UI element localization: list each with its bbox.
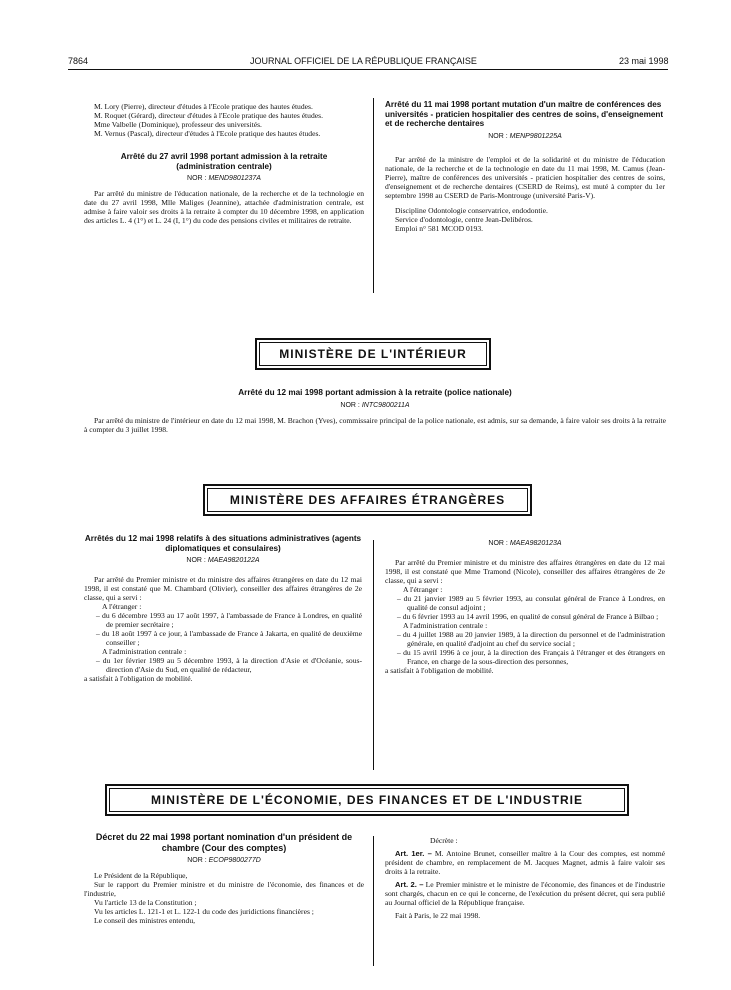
ministry-banner: MINISTÈRE DES AFFAIRES ÉTRANGÈRES: [203, 484, 532, 516]
decrete-line: Décrète :: [430, 836, 458, 845]
nor-reference: NOR : MAEA9820122A: [186, 557, 260, 564]
list-item: – du 4 juillet 1988 au 20 janvier 1989, à la direction du personnel et de l'administration générale, en qualité d'adjoint au chef du service social ;: [397, 630, 665, 648]
journal-title: JOURNAL OFFICIEL DE LA RÉPUBLIQUE FRANÇAISE: [250, 56, 477, 66]
name-entry: Mme Valbelle (Dominique), professeur des universités.: [94, 120, 262, 129]
detail-line: Service d'odontologie, centre Jean-Delibéros.: [395, 214, 533, 224]
subheading: A l'étranger :: [403, 585, 443, 594]
economie-right-column: [385, 836, 665, 920]
affaires-right-column: [385, 536, 665, 675]
column-divider: [373, 98, 374, 293]
interieur-section: [84, 388, 666, 434]
nor-reference: NOR : INTC9800211A: [340, 401, 410, 409]
arrete-body: Par arrêté de la ministre de l'emploi et de la solidarité et du ministre de l'éducation nationale, de la recherche et de la technologie en date du 11 mai 1998, M. Camus (Jean-Pierre), maître de conférences des universités - praticien hospitalier des centres de soins, d'enseignement et de recherche dentaires (CSERD de Reims), est muté à compter du 1er septembre 1998 au CSERD de Paris-Montrouge (université Paris-V).: [385, 154, 665, 200]
economie-left-column: [84, 832, 364, 925]
article-2: Art. 2. – Le Premier ministre et le ministre de l'économie, des finances et de l'industrie sont chargés, chacun en ce qui le concerne, de l'exécution du présent décret, qui sera publié au Journal officiel de la République française.: [385, 880, 665, 907]
name-entry: M. Roquet (Gérard), directeur d'études à l'Ecole pratique des hautes études.: [94, 111, 323, 120]
visa-line: Vu les articles L. 121-1 et L. 122-1 du code des juridictions financières ;: [94, 907, 314, 916]
signature-line: Fait à Paris, le 22 mai 1998.: [395, 911, 481, 920]
arrete-body: Par arrêté du Premier ministre et du ministre des affaires étrangères en date du 12 mai 1998, il est constaté que M. Chambard (Olivier), conseiller des affaires étrangères de 2e classe, qui a servi :: [84, 575, 362, 602]
subheading: A l'étranger :: [102, 602, 142, 611]
subheading: A l'administration centrale :: [403, 621, 488, 630]
list-item: – du 18 août 1997 à ce jour, à l'ambassade de France à Jakarta, en qualité de deuxième conseiller ;: [96, 629, 362, 647]
list-item: – du 21 janvier 1989 au 5 février 1993, au consulat général de France à Londres, en qualité de consul adjoint ;: [397, 594, 665, 612]
arrete-body: Par arrêté du Premier ministre et du ministre des affaires étrangères en date du 12 mai 1998, il est constaté que Mme Tramond (Nicole), conseiller des affaires étrangères de 2e classe, qui a servi :: [385, 558, 665, 585]
visa-line: Sur le rapport du Premier ministre et du ministre de l'économie, des finances et de l'industrie,: [84, 880, 364, 898]
subheading: A l'administration centrale :: [102, 647, 187, 656]
ministry-banner: MINISTÈRE DE L'INTÉRIEUR: [255, 338, 491, 370]
list-item: – du 6 décembre 1993 au 17 août 1997, à l'ambassade de France à Londres, en qualité de premier secrétaire ;: [96, 611, 362, 629]
name-entry: M. Vernus (Pascal), directeur d'études à l'Ecole pratique des hautes études.: [94, 129, 321, 138]
page-number: 7864: [68, 56, 89, 66]
name-entry: M. Lory (Pierre), directeur d'études à l'Ecole pratique des hautes études.: [94, 102, 313, 111]
arrete-body: Par arrêté du ministre de l'intérieur en date du 12 mai 1998, M. Brachon (Yves), commissaire principal de la police nationale, est admis, sur sa demande, à faire valoir ses droits à la retraite à compter du 3 juillet 1998.: [84, 415, 666, 434]
nor-reference: NOR : MAEA9820123A: [488, 540, 562, 547]
visa-line: Vu l'article 13 de la Constitution ;: [94, 898, 197, 907]
arrete-title: Arrêté du 27 avril 1998 portant admission à la retraite (administration centrale): [120, 152, 328, 171]
arrete-title: Arrêté du 12 mai 1998 portant admission à la retraite (police nationale): [238, 388, 512, 397]
list-item: – du 1er février 1989 au 5 décembre 1993, à la direction d'Asie et d'Océanie, sous-direction d'Asie du Sud, en qualité de rédacteur,: [96, 656, 362, 674]
closing-line: a satisfait à l'obligation de mobilité.: [385, 666, 494, 675]
nor-reference: NOR : MENP9801225A: [488, 132, 562, 140]
column-divider: [373, 836, 374, 966]
arrete-body: Par arrêté du ministre de l'éducation nationale, de la recherche et de la technologie en date du 27 avril 1998, Mlle Maliges (Jeannine), attachée d'administration centrale, est admise à faire valoir ses droits à la retraite à compter du 10 décembre 1998, en application des articles L. 4 (1°) et L. 24 (I, 1°) du code des pensions civiles et militaires de retraite.: [84, 189, 364, 225]
arrete-title: Arrêtés du 12 mai 1998 relatifs à des situations administratives (agents diplomatiques et consulaires): [84, 534, 362, 553]
arrete-title: Arrêté du 11 mai 1998 portant mutation d'un maître de conférences des universités - praticien hospitalier des centres de soins, d'enseignement et de recherche dentaires: [385, 100, 664, 128]
visa-line: Le Président de la République,: [94, 871, 188, 880]
list-item: – du 6 février 1993 au 14 avril 1996, en qualité de consul général de France à Bilbao ;: [397, 612, 659, 621]
issue-date: 23 mai 1998: [619, 56, 669, 66]
nor-reference: NOR : MEND9801237A: [187, 175, 261, 182]
list-item: – du 15 avril 1996 à ce jour, à la direction des Français à l'étranger et des étrangers en France, en charge de la sous-direction des personnes,: [397, 648, 665, 666]
visa-line: Le conseil des ministres entendu,: [94, 916, 196, 925]
top-right-column: [385, 100, 665, 233]
nor-reference: NOR : ECOP9800277D: [187, 857, 261, 864]
detail-line: Emploi n° 581 MCOD 0193.: [395, 223, 484, 233]
detail-line: Discipline Odontologie conservatrice, endodontie.: [395, 205, 548, 215]
affaires-left-column: [84, 534, 362, 683]
top-left-column: [84, 102, 364, 225]
header-rule: [68, 69, 668, 70]
ministry-banner: MINISTÈRE DE L'ÉCONOMIE, DES FINANCES ET DE L'INDUSTRIE: [105, 784, 629, 816]
closing-line: a satisfait à l'obligation de mobilité.: [84, 674, 193, 683]
decret-title: Décret du 22 mai 1998 portant nomination d'un président de chambre (Cour des comptes): [95, 832, 353, 853]
article-1: Art. 1er. – M. Antoine Brunet, conseiller maître à la Cour des comptes, est nommé président de chambre, en remplacement de M. Jacques Magnet, admis à faire valoir ses droits à la retraite.: [385, 849, 665, 876]
column-divider: [373, 540, 374, 770]
